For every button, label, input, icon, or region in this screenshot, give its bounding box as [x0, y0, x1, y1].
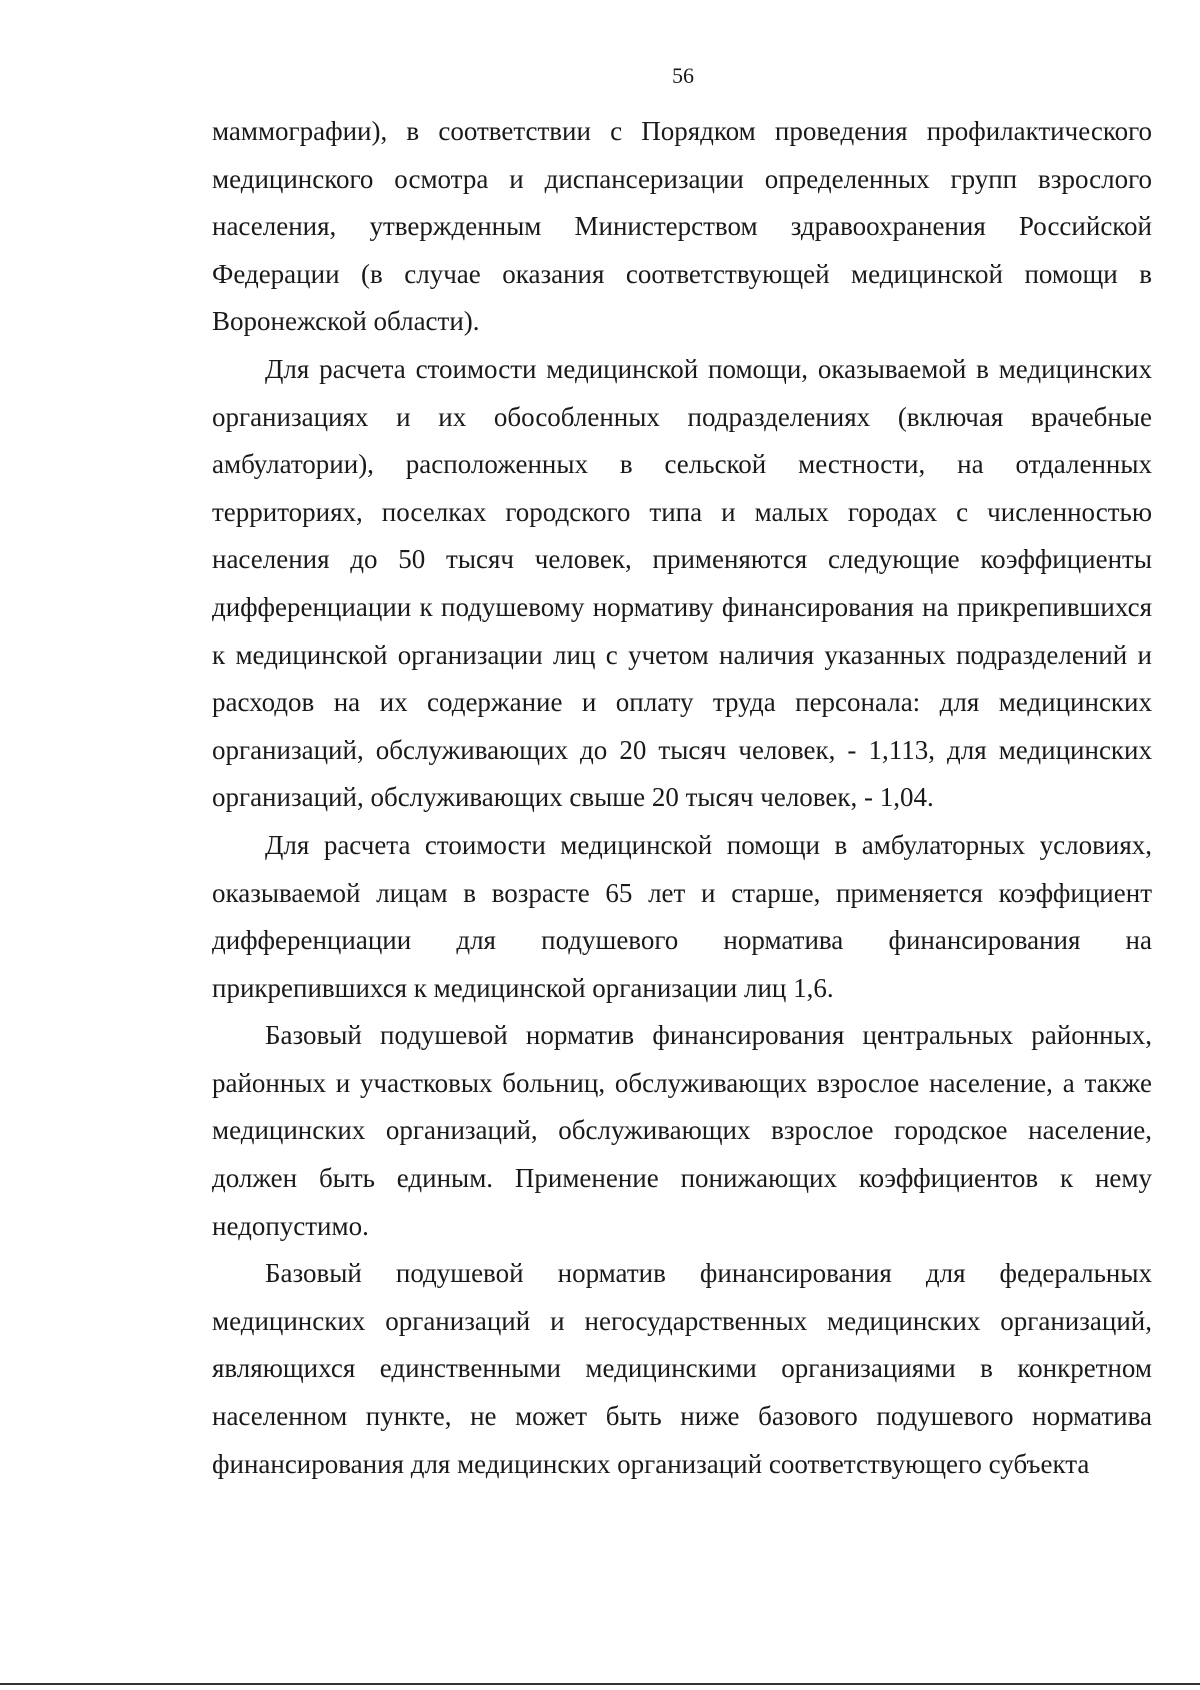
bottom-rule	[0, 1683, 1200, 1685]
document-body	[212, 108, 1152, 1488]
paragraph-continuation: маммографии), в соответствии с Порядком проведения профилактического медицинского осмотра и диспансеризации определенных групп взрослого населения, утвержденным Министерством здравоохранения Российской Федерации (в случае оказания соответствующей медицинской помощи в Воронежской области).	[212, 116, 1152, 337]
paragraph-rural-coefficients: Для расчета стоимости медицинской помощи, оказываемой в медицинских организациях и их обособленных подразделениях (включая врачебные амбулатории), расположенных в сельской местности, на отдаленных территориях, поселках городского типа и малых городах с численностью населения до 50 тысяч человек, применяются следующие коэффициенты дифференциации к подушевому нормативу финансирования на прикрепившихся к медицинской организации лиц с учетом наличия указанных подразделений и расходов на их содержание и оплату труда персонала: для медицинских организаций, обслуживающих до 20 тысяч человек, - 1,113, для медицинских организаций, обслуживающих свыше 20 тысяч человек, - 1,04.	[212, 353, 1152, 813]
page-number: 56	[672, 63, 694, 88]
paragraph-elderly-coefficient: Для расчета стоимости медицинской помощи в амбулаторных условиях, оказываемой лицам в возрасте 65 лет и старше, применяется коэффициент дифференциации для подушевого норматива финансирования на прикрепившихся к медицинской организации лиц 1,6.	[212, 829, 1152, 1003]
paragraph-unified-norm: Базовый подушевой норматив финансирования центральных районных, районных и участковых больниц, обслуживающих взрослое население, а также медицинских организаций, обслуживающих взрослое городское население, должен быть единым. Применение понижающих коэффициентов к нему недопустимо.	[212, 1020, 1152, 1241]
paragraph-federal-organizations: Базовый подушевой норматив финансирования для федеральных медицинских организаций и негосударственных медицинских организаций, являющихся единственными медицинскими организациями в конкретном населенном пункте, не может быть ниже базового подушевого норматива финансирования для медицинских организаций соответствующего субъекта	[212, 1258, 1152, 1479]
